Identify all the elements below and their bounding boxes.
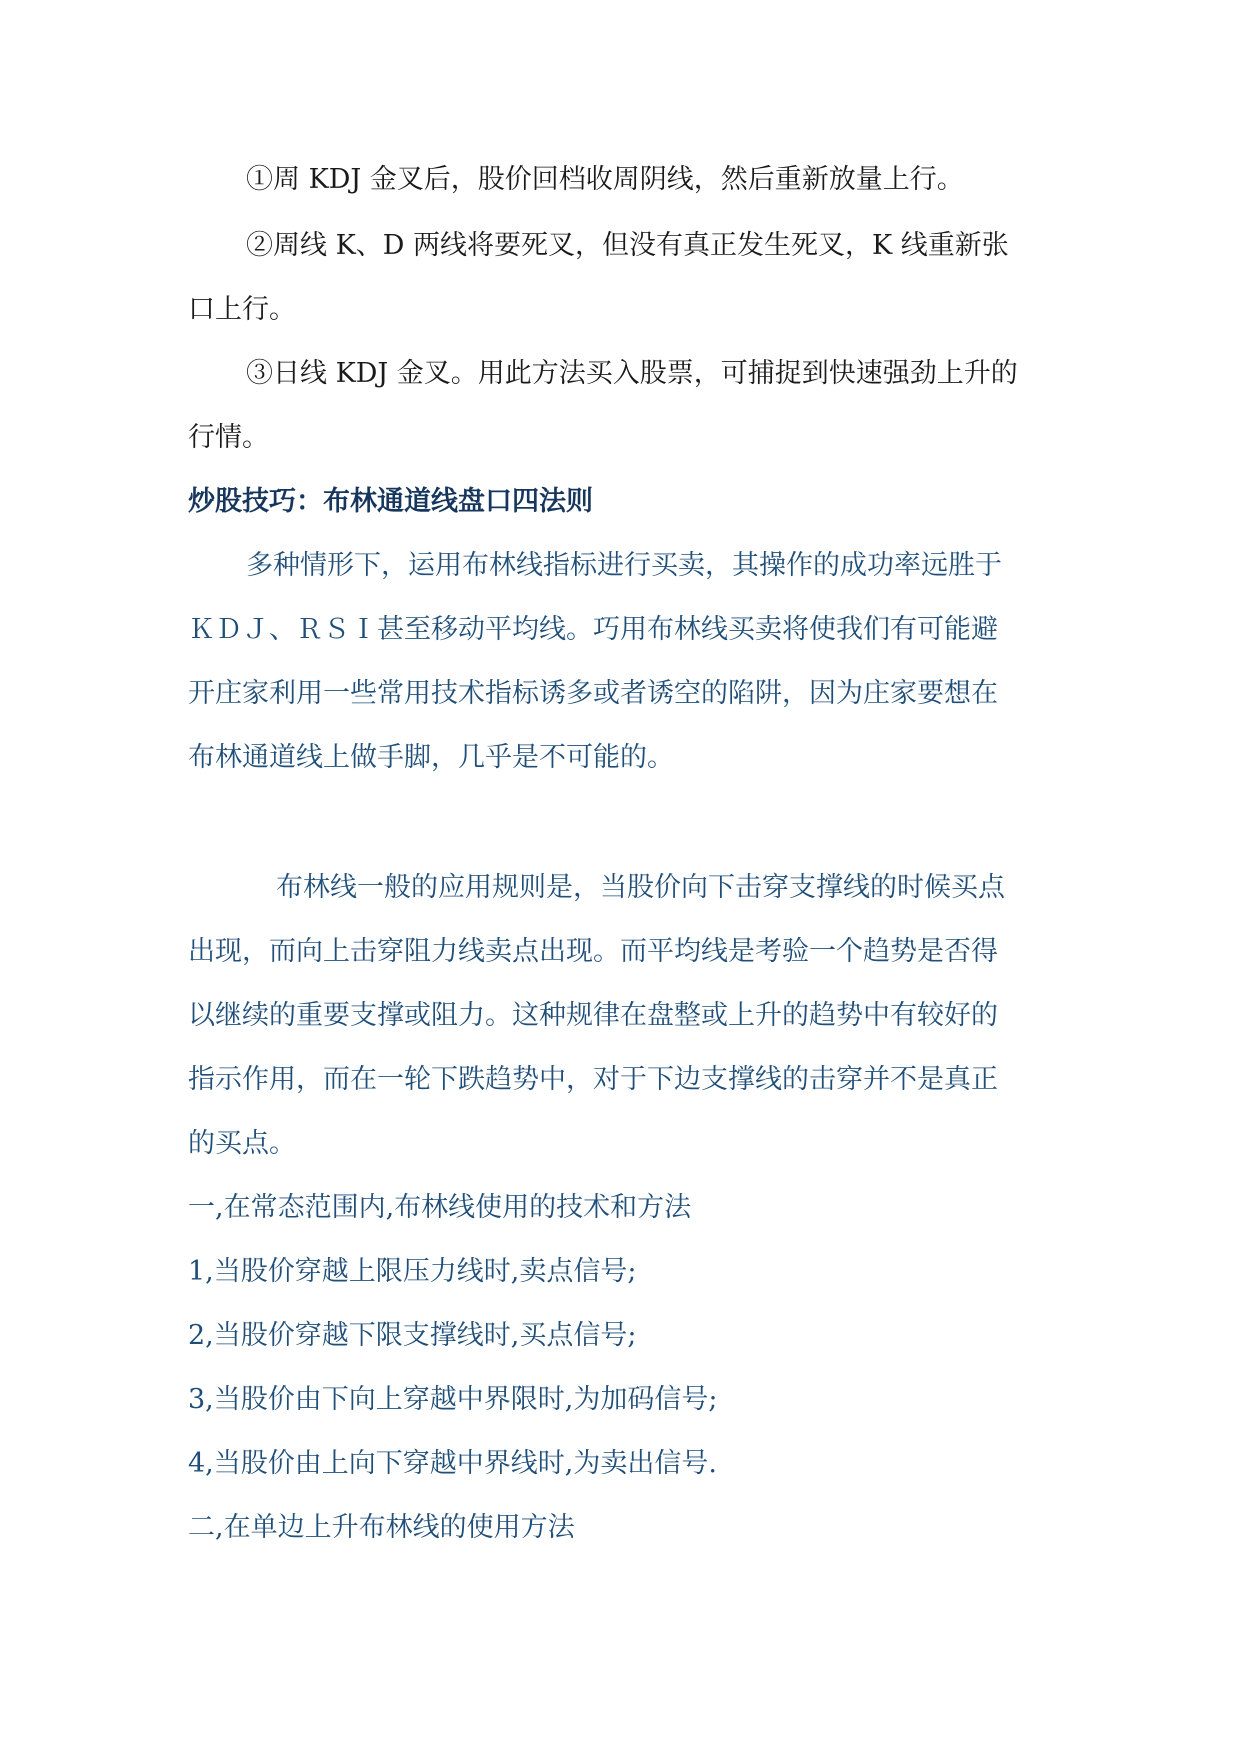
list-item-3-line-2: 行情。 <box>188 422 269 453</box>
sub-heading: 二,在单边上升布林线的使用方法 <box>188 1512 575 1543</box>
intro-line-2: ＫＤＪ、ＲＳＩ甚至移动平均线。巧用布林线买卖将使我们有可能避 <box>188 614 998 645</box>
rule-line-5: 的买点。 <box>188 1128 296 1159</box>
list-item-2-line-1: ②周线 K、D 两线将要死叉，但没有真正发生死叉，K 线重新张 <box>246 230 1009 261</box>
list-item-2-line-2: 口上行。 <box>188 294 296 325</box>
intro-line-1: 多种情形下，运用布林线指标进行买卖，其操作的成功率远胜于 <box>246 550 1002 581</box>
intro-line-3: 开庄家利用一些常用技术指标诱多或者诱空的陷阱，因为庄家要想在 <box>188 678 998 709</box>
method-heading: 一,在常态范围内,布林线使用的技术和方法 <box>188 1192 692 1223</box>
method-item-2: 2,当股价穿越下限支撑线时,买点信号; <box>188 1320 637 1351</box>
section-title: 炒股技巧：布林通道线盘口四法则 <box>188 486 593 517</box>
rule-line-2: 出现，而向上击穿阻力线卖点出现。而平均线是考验一个趋势是否得 <box>188 936 998 967</box>
list-item-1: ①周 KDJ 金叉后，股价回档收周阴线，然后重新放量上行。 <box>246 164 964 195</box>
method-item-1: 1,当股价穿越上限压力线时,卖点信号; <box>188 1256 637 1287</box>
list-item-3-line-1: ③日线 KDJ 金叉。用此方法买入股票，可捕捉到快速强劲上升的 <box>246 358 1018 389</box>
intro-line-4: 布林通道线上做手脚，几乎是不可能的。 <box>188 742 674 773</box>
rule-line-4: 指示作用，而在一轮下跌趋势中，对于下边支撑线的击穿并不是真正 <box>188 1064 998 1095</box>
rule-line-1: 布林线一般的应用规则是，当股价向下击穿支撑线的时候买点 <box>276 872 1005 903</box>
method-item-4: 4,当股价由上向下穿越中界线时,为卖出信号. <box>188 1448 717 1479</box>
rule-line-3: 以继续的重要支撑或阻力。这种规律在盘整或上升的趋势中有较好的 <box>188 1000 998 1031</box>
method-item-3: 3,当股价由下向上穿越中界限时,为加码信号; <box>188 1384 718 1415</box>
